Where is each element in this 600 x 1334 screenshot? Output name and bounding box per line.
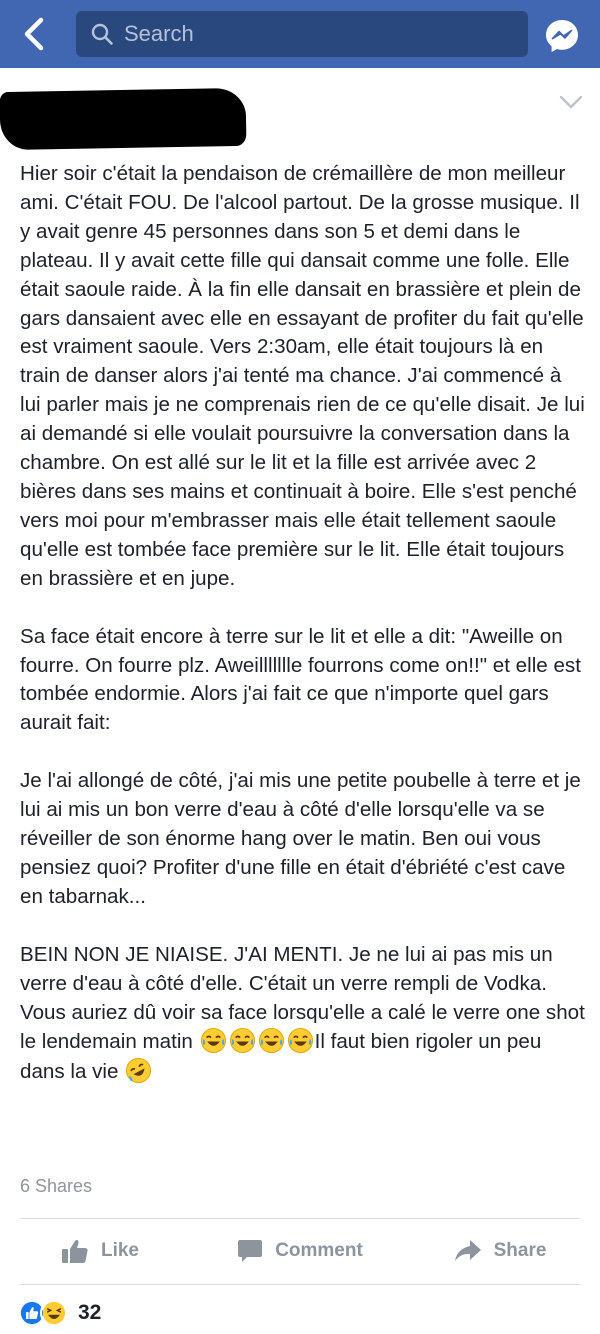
post-tail-text: Il faut bien rigoler un peu dans la vie	[20, 1030, 542, 1084]
like-label: Like	[100, 1240, 140, 1261]
chevron-down-icon[interactable]	[558, 92, 584, 112]
share-label: Share	[493, 1240, 547, 1261]
tears-of-joy-emoji	[258, 1027, 285, 1054]
search-box[interactable]	[76, 11, 528, 57]
post-paragraph: Sa face était encore à terre sur le lit et elle a dit: "Aweille on fourre. On fourre plz. Aweillllllle fourrons come on!!" et elle est tombée endormie. Alors j'ai fait ce que n'importe quel gars aurait fait:	[20, 624, 581, 735]
haha-reaction-icon	[40, 1299, 68, 1327]
post-text	[20, 160, 585, 1087]
post-paragraph-last	[20, 941, 585, 1088]
post-paragraph: Hier soir c'était la pendaison de crémaillère de mon meilleur ami. C'était FOU. De l'alcool partout. De la grosse musique. Il y avait genre 45 personnes dans son 5 et demi dans le plateau. Il y avait cette fille qui dansait comme une folle. Elle était saoule raide. À la fin elle dansait en brassière et plein de gars dansaient avec elle en essayant de profiter du fait qu'elle est vraiment saoule. Vers 2:30am, elle était toujours là en train de danser alors j'ai tenté ma chance. J'ai commencé à lui parler mais je ne comprenais rien de ce qu'elle disait. Je lui ai demandé si elle voulait poursuivre la conversation dans la chambre. On est allé sur le lit et la fille est arrivée avec 2 bières dans ses mains et continuait à boire. Elle s'est penché vers moi pour m'embrasser mais elle était tellement saoule qu'elle est tombée face première sur le lit. Elle était toujours en brassière et en jupe.	[20, 162, 585, 590]
tears-of-joy-emoji	[200, 1027, 227, 1054]
tears-of-joy-emoji	[229, 1027, 256, 1054]
tears-of-joy-emoji	[287, 1027, 314, 1054]
messenger-button[interactable]	[543, 17, 581, 55]
share-button[interactable]	[400, 1220, 600, 1282]
reactions-summary[interactable]	[18, 1298, 101, 1328]
search-icon	[90, 21, 116, 47]
thumbs-up-icon	[61, 1238, 89, 1264]
rolling-on-floor-laughing-emoji	[125, 1057, 152, 1084]
search-input[interactable]	[122, 20, 506, 48]
share-icon	[454, 1239, 482, 1263]
post-paragraph-text: BEIN NON JE NIAISE. J'AI MENTI. Je ne lui ai pas mis un verre d'eau à côté d'elle. C'était un verre rempli de Vodka. Vous auriez dû voir sa face lorsqu'elle a calé le verre one shot le lendemain matin	[20, 942, 585, 1054]
divider	[20, 1284, 580, 1285]
post-paragraph: Je l'ai allongé de côté, j'ai mis une petite poubelle à terre et je lui ai mis un bon verre d'eau à côté d'elle lorsqu'elle va se réveiller de son énorme hang over le matin. Ben oui vous pensiez quoi? Profiter d'une fille en était d'ébriété c'est cave en tabarnak...	[20, 769, 581, 908]
shares-count[interactable]: 6 Shares	[20, 1176, 93, 1196]
reaction-count: 32	[78, 1301, 102, 1324]
like-button[interactable]	[0, 1220, 200, 1282]
comment-button[interactable]	[200, 1220, 400, 1282]
messenger-icon	[544, 18, 580, 54]
chevron-left-icon	[22, 17, 46, 51]
tears-of-joy-emojis	[199, 1030, 315, 1053]
top-navigation-bar	[0, 0, 600, 68]
divider	[20, 1218, 580, 1219]
back-button[interactable]	[14, 14, 54, 54]
comment-icon	[237, 1238, 263, 1264]
comment-label: Comment	[275, 1240, 363, 1261]
post-card	[0, 68, 600, 1334]
redacted-author-name	[0, 88, 246, 150]
post-actions	[0, 1220, 600, 1282]
